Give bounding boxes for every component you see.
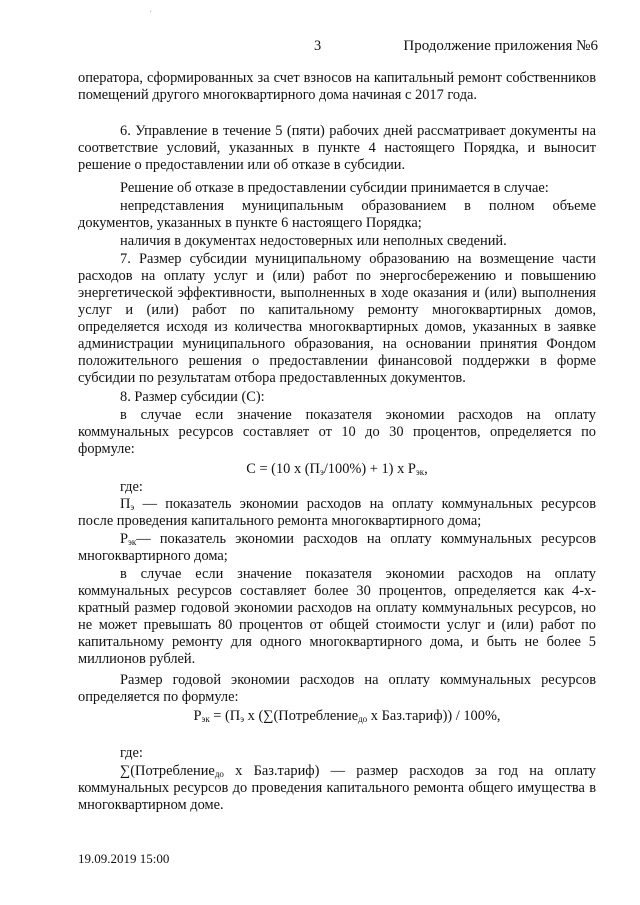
paragraph-annual-savings: Размер годовой экономии расходов на оплату коммунальных ресурсов определяется по формуле: xyxy=(78,672,596,705)
paragraph-item-7: 7. Размер субсидии муниципальному образованию на возмещение части расходов на оплату услуг и (или) работ по энергосбережению и повышению энергетической эффективности, выполненных в ходе оказания и (или) выполнения услуг и (или) работ по капитальному ремонту многоквартирных домов, определяется исходя из количества многоквартирных домов, указанных в заявке администрации муниципального образования, на основании принятия Фондом положительного решения о предоставлении финансовой поддержки в форме субсидии по результатам отбора предоставленных документов. xyxy=(78,251,596,386)
paragraph-refusal-reason-2: наличия в документах недостоверных или неполных сведений. xyxy=(120,233,507,249)
paragraph-case-10-30: в случае если значение показателя экономии расходов на оплату коммунальных ресурсов составляет от 10 до 30 процентов, определяется по формуле: xyxy=(78,407,596,457)
paragraph-refusal-reason-1: непредставления муниципальным образованием в полном объеме документов, указанных в пункте 6 настоящего Порядка; xyxy=(78,198,596,231)
where-label-1: где: xyxy=(120,479,143,495)
print-timestamp: 19.09.2019 15:00 xyxy=(78,851,170,866)
page-header xyxy=(0,38,640,58)
page-number: 3 xyxy=(314,38,322,54)
where-label-2: где: xyxy=(120,745,143,761)
definition-rek: Рэк— показатель экономии расходов на оплату коммунальных ресурсов многоквартирного дома; xyxy=(78,531,596,564)
formula-annual-savings: Рэк = (Пэ х (∑(Потреблениедо х Баз.тариф)) / 100%, xyxy=(193,708,501,724)
paragraph-case-over-30: в случае если значение показателя экономии расходов на оплату коммунальных ресурсов составляет более 30 процентов, определяется как 4-х-кратный размер годовой экономии расходов на оплату коммунальных ресурсов, но не может превышать 80 процентов от общей стоимости услуг и (или) работ по капитальному ремонту для одного многоквартирного дома, и быть не более 5 миллионов рублей. xyxy=(78,566,596,667)
definition-pe: Пэ — показатель экономии расходов на оплату коммунальных ресурсов после проведения капитального ремонта многоквартирного дома; xyxy=(78,496,596,529)
definition-consumption: ∑(Потреблениедо х Баз.тариф) — размер расходов за год на оплату коммунальных ресурсов до проведения капитального ремонта общего имущества в многоквартирном доме. xyxy=(78,763,596,813)
paragraph-operator: оператора, сформированных за счет взносов на капитальный ремонт собственников помещений другого многоквартирного дома начиная с 2017 года. xyxy=(78,70,596,103)
paragraph-refusal-intro: Решение об отказе в предоставлении субсидии принимается в случае: xyxy=(120,180,549,196)
appendix-title: Продолжение приложения №6 xyxy=(403,38,598,54)
paragraph-item-8: 8. Размер субсидии (С): xyxy=(120,389,265,405)
scan-mark: ' xyxy=(150,9,152,18)
formula-subsidy: С = (10 х (Пэ/100%) + 1) х Рэк, xyxy=(246,461,428,477)
paragraph-item-6: 6. Управление в течение 5 (пяти) рабочих дней рассматривает документы на соответствие условий, указанных в пункте 4 настоящего Порядка, и выносит решение о предоставлении или об отказе в субсидии. xyxy=(78,123,596,173)
